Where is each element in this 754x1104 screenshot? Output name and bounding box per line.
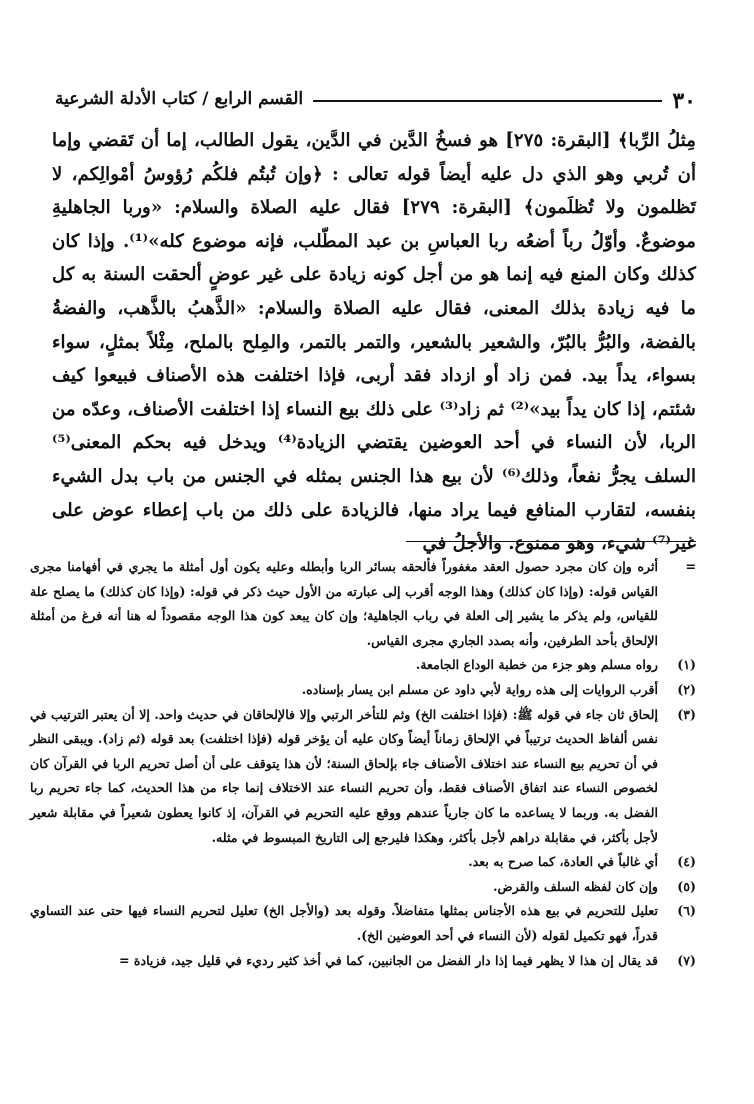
footnote-item [30, 899, 696, 948]
footnote-label: (٧) [677, 952, 696, 968]
footnote-item [30, 850, 696, 875]
footnote-separator [406, 541, 696, 542]
footnote-label: (٤) [677, 854, 696, 870]
footnote-item [30, 949, 696, 974]
footnote-label: = [685, 559, 696, 574]
header-rule [313, 100, 662, 102]
footnote-text: أثره وإن كان مجرد حصول العقد مغفوراً فألحقه بسائر الربا وأبطله وعليه يكون أول أمثلة ما يجري في أفهامنا مجرى القياس قوله: (وإذا كان كذلك) وهذا الوجه أقرب إلى عبارته من الأول حيث ذكر في قوله: (وإذا كان كذلك) ما يصلح علة للقياس، ولم يذكر ما يشير إلى العلة في رباب الجاهلية؛ وإن كان يبعد كون هذا الوجه مقصوداً له هنا أنه فرغ من أمثلة الإلحاق بأحد الطرفين، وأنه بصدد الجاري مجرى القياس. [30, 559, 658, 648]
footnote-label: (٣) [677, 706, 696, 722]
footnote-text: رواه مسلم وهو جزء من خطبة الوداع الجامعة. [415, 657, 658, 673]
body-paragraph: مِثلُ الرِّبا﴾ [البقرة: ٢٧٥] هو فسخُ الدَّين في الدَّين، يقول الطالب، إما أن تَقضي وإما أن تُربي وهو الذي دل عليه أيضاً قوله تعالى : ﴿وإن تُبتُم فلكُم رُؤوسُ أمْوالِكم، لا تَظلمون ولا تُظلَمون﴾ [البقرة: ٢٧٩] فقال عليه الصلاة والسلام: «وربا الجاهليةِ موضوعٌ. وأوّلُ رباً أضعُه ربا العباسِ بن عبد المطّلب، فإنه موضوع كله»⁽¹⁾. وإذا كان كذلك وكان المنع فيه إنما هو من أجل كونه زيادة على غير عوضٍ ألحقت السنة به كل ما فيه زيادة بذلك المعنى، فقال عليه الصلاة والسلام: «الذَّهبُ بالذَّهب، والفضةُ بالفضة، والبُرُّ بالبُرّ، والشعير بالشعير، والتمر بالتمر، والمِلح بالملح، مِثْلاً بمثلٍ، سواء بسواء، يداً بيد. فمن زاد أو ازداد فقد أربى، فإذا اختلفت هذه الأصناف فبيعوا كيف شئتم، إذا كان يداً بيد»⁽²⁾ ثم زاد⁽³⁾ على ذلك بيع النساء إذا اختلفت الأصناف، وعدّه من الربا، لأن النساء في أحد العوضين يقتضي الزيادة⁽⁴⁾ ويدخل فيه بحكم المعنى⁽⁵⁾ السلف يجرُّ نفعاً، وذلك⁽⁶⁾ لأن بيع هذا الجنس بمثله في الجنس من باب بدل الشيء بنفسه، لتقارب المنافع فيما يراد منها، فالزيادة على ذلك من باب إعطاء عوض على غير⁽⁷⁾ شيء، وهو ممنوع. والأجلُ في [52, 130, 696, 555]
footnote-text: أقرب الروايات إلى هذه رواية لأبي داود عن مسلم ابن يسار بإسناده. [301, 681, 658, 697]
footnote-text: أي غالباً في العادة، كما صرح به بعد. [468, 854, 658, 870]
footnote-item [30, 653, 696, 678]
page-header [55, 82, 696, 114]
footnote-item [30, 875, 696, 900]
footnote-text: إلحاق ثان جاء في قوله ﷺ: (فإذا اختلفت الخ) وثم للتأخر الرتبي وإلا فالإلحاقان في حديث واحد. إلا أن يعتبر الترتيب في نفس ألفاظ الحديث ترتيباً في الإلحاق زماناً أيضاً وكان عليه أن يؤخر قوله (فإذا اختلفت) بعد قوله (ثم زاد). ويبقى النظر في أن تحريم بيع النساء عند اختلاف الأصناف جاء بإلحاق السنة؛ لأن هذا يتوقف على أن أصل تحريم الربا في القرآن كان لخصوص النساء عند اتفاق الأصناف فقط، وأن تحريم النساء عند الاختلاف إنما جاء من هذا الحديث، كما جاء تحريم ربا الفضل به. وربما لا يساعده ما كان جارياً عندهم ووقع عليه التحريم في القرآن، إذ كانوا يعطون شعيراً في مقابلة شعير لأجل بأكثر، في مقابلة دراهم لأجل بأكثر، وهكذا فليرجع إلى التاريخ المبسوط في مثله. [30, 706, 658, 845]
page-number: ٣٠ [672, 88, 696, 114]
footnote-item [30, 555, 696, 653]
footnote-text: وإن كان لفظه السلف والقرض. [493, 878, 658, 894]
footnote-text: تعليل للتحريم في بيع هذه الأجناس بمثلها متفاضلاً. وقوله بعد (والأجل الخ) تعليل لتحريم النساء فيها حتى عند التساوي قدراً، فهو تكميل لقوله (لأن النساء في أحد العوضين الخ). [30, 903, 658, 943]
footnotes [30, 555, 696, 973]
footnote-label: (٥) [677, 878, 696, 894]
footnote-item [30, 703, 696, 851]
running-title: القسم الرابع / كتاب الأدلة الشرعية [55, 89, 304, 109]
footnote-label: (٦) [677, 903, 696, 919]
footnote-text: قد يقال إن هذا لا يظهر فيما إذا دار الفضل من الجانبين، كما في أخذ كثير رديء في قليل جيد، فزيادة = [118, 952, 658, 968]
footnote-label: (١) [677, 657, 696, 673]
footnote-item [30, 678, 696, 703]
main-text [52, 124, 696, 561]
footnote-label: (٢) [677, 681, 696, 697]
